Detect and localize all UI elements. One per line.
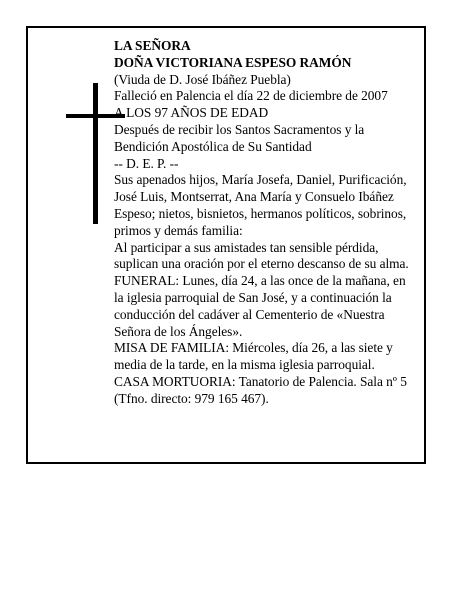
family-mass-paragraph: MISA DE FAMILIA: Miércoles, día 26, a las siete y media de la tarde, en la misma iglesia parroquial. xyxy=(114,340,393,373)
death-line: Falleció en Palencia el día 22 de diciembre de 2007 xyxy=(114,88,388,104)
rip-line: -- D. E. P. -- xyxy=(114,155,179,171)
obituary-text xyxy=(114,38,414,408)
widow-of-line: (Viuda de D. José Ibáñez Puebla) xyxy=(114,71,291,87)
deceased-name: DOÑA VICTORIANA ESPESO RAMÓN xyxy=(114,54,352,70)
funeral-paragraph: FUNERAL: Lunes, día 24, a las once de la mañana, en la iglesia parroquial de San José, y a continuación la conducción del cadáver al Cementerio de «Nuestra Señora de los Ángeles». xyxy=(114,273,406,339)
title-line: LA SEÑORA xyxy=(114,38,191,53)
request-paragraph: Al participar a sus amistades tan sensible pérdida, suplican una oración por el eterno descanso de su alma. xyxy=(114,239,409,272)
family-paragraph: Sus apenados hijos, María Josefa, Daniel, Purificación, José Luis, Montserrat, Ana María y Consuelo Ibáñez Espeso; nietos, bisnietos, hermanos políticos, sobrinos, primos y demás familia: xyxy=(114,172,407,238)
cross-icon-vertical xyxy=(93,83,98,224)
age-line: A LOS 97 AÑOS DE EDAD xyxy=(114,105,269,121)
funeral-home-paragraph: CASA MORTUORIA: Tanatorio de Palencia. Sala nº 5 (Tfno. directo: 979 165 467). xyxy=(114,373,407,406)
sacraments-paragraph: Después de recibir los Santos Sacramentos y la Bendición Apostólica de Su Santidad xyxy=(114,121,365,154)
